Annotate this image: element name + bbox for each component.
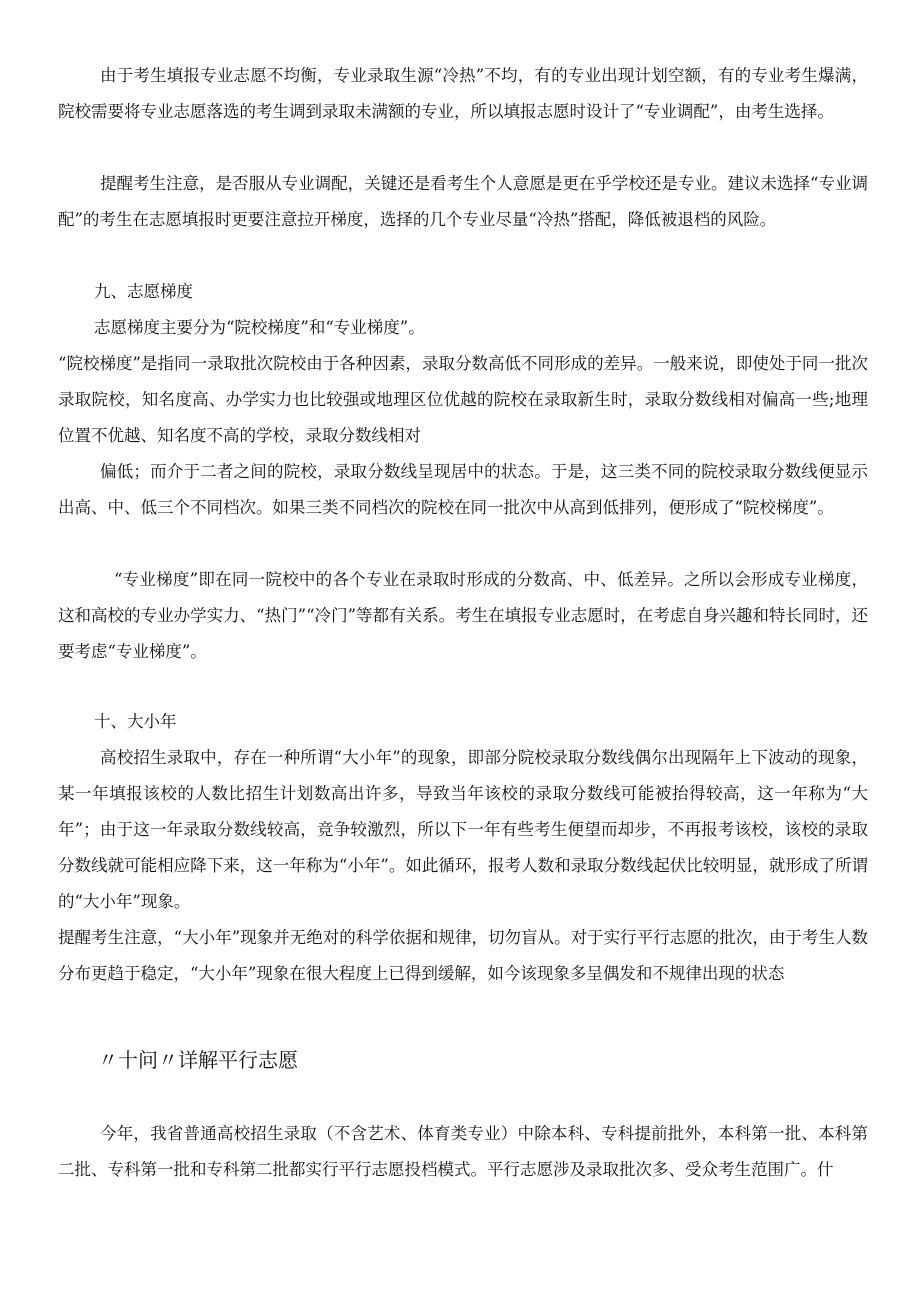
paragraph-adjustment-reminder: 提醒考生注意，是否服从专业调配，关键还是看考生个人意愿是更在乎学校还是专业。建议未选择“专业调配”的考生在志愿填报时更要注意拉开梯度，选择的几个专业尽量“冷热”搭配，降低被退档的风险。 [58, 174, 868, 229]
section-heading-10: 十、大小年 [94, 712, 177, 731]
section-heading-9: 九、志愿梯度 [94, 282, 193, 301]
paragraph-college-gradient: “院校梯度”是指同一录取批次院校由于各种因素，录取分数高低不同形成的差异。一般来说，即使处于同一批次录取院校，知名度高、办学实力也比较强或地理区位优越的院校在录取新生时，录取分数线相对偏高一些;地理位置不优越、知名度不高的学校，录取分数线相对 [58, 354, 868, 445]
paragraph-college-gradient-cont: 偏低；而介于二者之间的院校，录取分数线呈现居中的状态。于是，这三类不同的院校录取分数线便显示出高、中、低三个不同档次。如果三类不同档次的院校在同一批次中从高到低排列，便形成了“院校梯度”。 [58, 462, 868, 517]
paragraph-big-small-year: 高校招生录取中，存在一种所谓“大小年”的现象，即部分院校录取分数线偶尔出现隔年上下波动的现象，某一年填报该校的人数比招生计划数高出许多，导致当年该校的录取分数线可能被抬得较高，这一年称为“大年”；由于这一年录取分数线较高，竞争较激烈，所以下一年有些考生便望而却步，不再报考该校，该校的录取分数线就可能相应降下来，这一年称为“小年”。如此循环，报考人数和录取分数线起伏比较明显，就形成了所谓的“大小年”现象。 [58, 748, 868, 911]
paragraph-parallel-intro: 今年，我省普通高校招生录取（不含艺术、体育类专业）中除本科、专科提前批外，本科第一批、本科第二批、专科第一批和专科第二批都实行平行志愿投档模式。平行志愿涉及录取批次多、受众考生范围广。什 [58, 1124, 868, 1179]
paragraph-gradient-intro: 志愿梯度主要分为“院校梯度”和“专业梯度”。 [94, 318, 425, 337]
paragraph-big-small-reminder: 提醒考生注意，“大小年”现象并无绝对的科学依据和规律，切勿盲从。对于实行平行志愿的批次，由于考生人数分布更趋于稳定，“大小年”现象在很大程度上已得到缓解，如今该现象多呈偶发和不规律出现的状态 [58, 928, 868, 983]
paragraph-major-adjustment: 由于考生填报专业志愿不均衡，专业录取生源“冷热”不均，有的专业出现计划空额，有的专业考生爆满，院校需要将专业志愿落选的考生调到录取未满额的专业，所以填报志愿时设计了“专业调配”，由考生选择。 [58, 66, 868, 121]
paragraph-major-gradient: “专业梯度”即在同一院校中的各个专业在录取时形成的分数高、中、低差异。之所以会形成专业梯度，这和高校的专业办学实力、“热门”“冷门”等都有关系。考生在填报专业志愿时，在考虑自身兴趣和特长同时，还要考虑“专业梯度”。 [58, 570, 868, 661]
article-title: 〃十问〃详解平行志愿 [98, 1048, 298, 1072]
